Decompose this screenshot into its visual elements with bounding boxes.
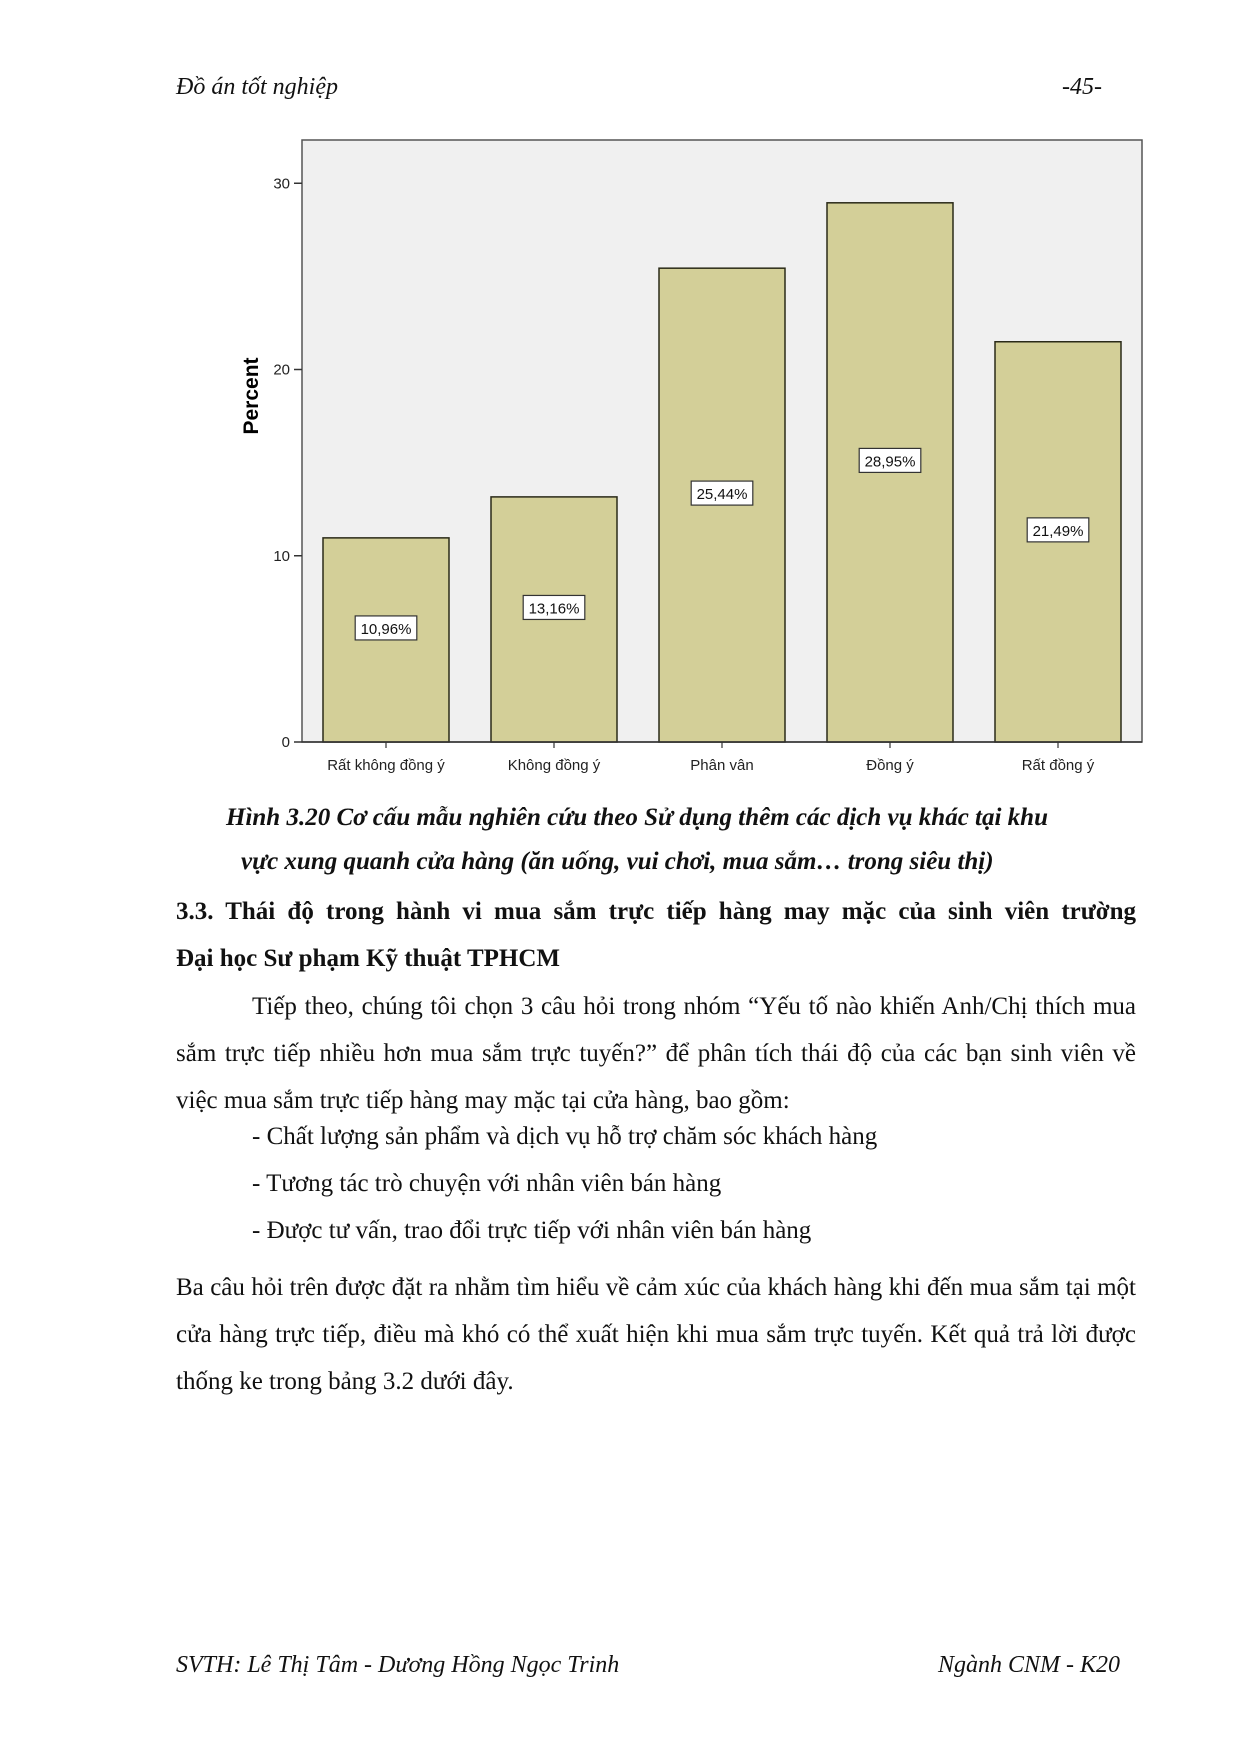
y-tick-label: 20 <box>273 361 290 379</box>
data-label: 28,95% <box>864 453 916 471</box>
y-tick-label: 0 <box>281 734 290 751</box>
y-tick-label: 30 <box>273 175 290 193</box>
paragraph-intro: Tiếp theo, chúng tôi chọn 3 câu hỏi trong nhóm “Yếu tố nào khiến Anh/Chị thích mua sắm trực tiếp nhiều hơn mua sắm trực tuyến?” để phân tích thái độ của các bạn sinh viên về việc mua sắm trực tiếp hàng may mặc tại cửa hàng, bao gồm: <box>176 993 1136 1114</box>
bullet-item: - Được tư vấn, trao đổi trực tiếp với nhân viên bán hàng <box>252 1217 812 1244</box>
section-heading-line-1: 3.3. Thái độ trong hành vi mua sắm trực tiếp hàng may mặc của sinh viên trường <box>176 898 1136 925</box>
x-tick-label: Đồng ý <box>866 757 914 774</box>
y-tick-label: 10 <box>273 547 290 565</box>
footer-authors: SVTH: Lê Thị Tâm - Dương Hồng Ngọc Trinh <box>176 1652 620 1678</box>
paragraph-conclusion: Ba câu hỏi trên được đặt ra nhằm tìm hiểu về cảm xúc của khách hàng khi đến mua sắm tại một cửa hàng trực tiếp, điều mà khó có thể xuất hiện khi mua sắm trực tuyến. Kết quả trả lời được thống ke trong bảng 3.2 dưới đây. <box>176 1274 1136 1395</box>
bullet-item: - Tương tác trò chuyện với nhân viên bán hàng <box>252 1170 722 1197</box>
section-heading-line-2: Đại học Sư phạm Kỹ thuật TPHCM <box>176 945 561 972</box>
section-heading <box>176 888 1136 982</box>
y-axis-label: Percent <box>240 357 263 435</box>
bullet-item: - Chất lượng sản phẩm và dịch vụ hỗ trợ chăm sóc khách hàng <box>252 1123 878 1150</box>
x-tick-label: Không đồng ý <box>507 757 601 774</box>
data-label: 13,16% <box>528 600 580 618</box>
data-label: 21,49% <box>1032 522 1084 540</box>
x-tick-label: Phân vân <box>690 757 754 774</box>
page-number: -45- <box>1062 74 1102 100</box>
data-label: 25,44% <box>696 486 748 504</box>
page-header-title: Đồ án tốt nghiệp <box>176 74 338 100</box>
data-label: 10,96% <box>360 620 412 638</box>
footer-program: Ngành CNM - K20 <box>938 1652 1121 1678</box>
figure-caption-line-2: vực xung quanh cửa hàng (ăn uống, vui chơi, mua sắm… trong siêu thị) <box>241 848 994 875</box>
x-tick-label: Rất không đồng ý <box>327 757 445 774</box>
bar-chart <box>230 126 1150 786</box>
figure-caption-line-1: Hình 3.20 Cơ cấu mẫu nghiên cứu theo Sử dụng thêm các dịch vụ khác tại khu <box>226 804 1048 831</box>
x-tick-label: Rất đồng ý <box>1021 757 1095 774</box>
